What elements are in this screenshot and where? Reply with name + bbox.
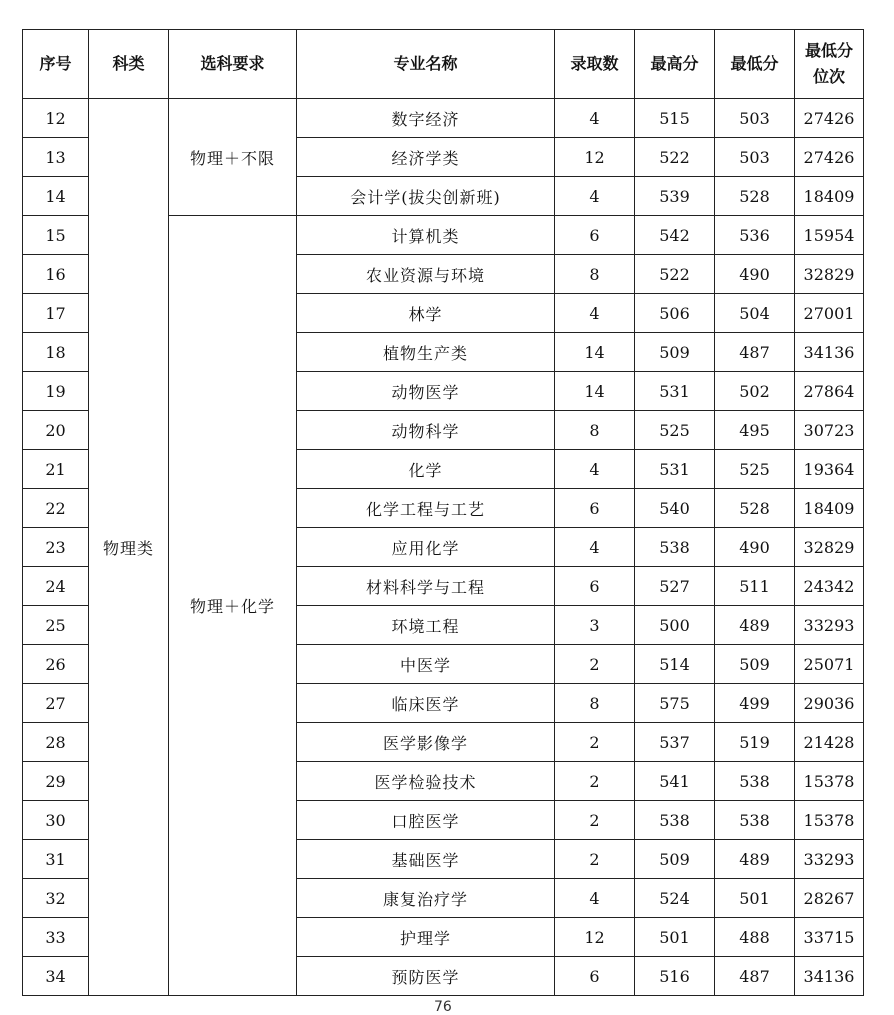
cell-min-score: 528	[715, 489, 795, 528]
cell-admitted-count: 6	[555, 957, 635, 996]
cell-seq: 33	[23, 918, 89, 957]
cell-seq: 31	[23, 840, 89, 879]
cell-min-score: 490	[715, 255, 795, 294]
cell-min-score: 503	[715, 99, 795, 138]
table-row	[23, 99, 864, 138]
cell-category: 物理类	[89, 99, 169, 996]
cell-major-name: 康复治疗学	[297, 879, 555, 918]
cell-max-score: 537	[635, 723, 715, 762]
cell-max-score: 538	[635, 528, 715, 567]
cell-min-score: 511	[715, 567, 795, 606]
cell-min-score-rank: 28267	[795, 879, 864, 918]
cell-admitted-count: 2	[555, 723, 635, 762]
page-number-text: 76	[434, 999, 452, 1015]
cell-admitted-count: 8	[555, 684, 635, 723]
cell-major-name: 植物生产类	[297, 333, 555, 372]
cell-major-name: 动物科学	[297, 411, 555, 450]
cell-major-name: 基础医学	[297, 840, 555, 879]
cell-min-score-rank: 27864	[795, 372, 864, 411]
cell-min-score-rank: 32829	[795, 255, 864, 294]
cell-major-name: 医学检验技术	[297, 762, 555, 801]
cell-max-score: 531	[635, 372, 715, 411]
cell-admitted-count: 8	[555, 411, 635, 450]
cell-min-score-rank: 25071	[795, 645, 864, 684]
cell-min-score: 489	[715, 840, 795, 879]
cell-min-score-rank: 27001	[795, 294, 864, 333]
cell-max-score: 542	[635, 216, 715, 255]
cell-min-score: 490	[715, 528, 795, 567]
cell-major-name: 口腔医学	[297, 801, 555, 840]
cell-min-score: 536	[715, 216, 795, 255]
admission-scores-table	[22, 29, 864, 996]
cell-min-score: 519	[715, 723, 795, 762]
cell-seq: 15	[23, 216, 89, 255]
cell-min-score-rank: 34136	[795, 957, 864, 996]
cell-major-name: 会计学(拔尖创新班)	[297, 177, 555, 216]
cell-min-score: 525	[715, 450, 795, 489]
cell-min-score: 501	[715, 879, 795, 918]
header-subject-requirement: 选科要求	[169, 30, 297, 99]
cell-min-score: 487	[715, 957, 795, 996]
cell-min-score: 528	[715, 177, 795, 216]
cell-max-score: 575	[635, 684, 715, 723]
cell-seq: 13	[23, 138, 89, 177]
cell-min-score-rank: 29036	[795, 684, 864, 723]
cell-admitted-count: 6	[555, 489, 635, 528]
cell-min-score: 487	[715, 333, 795, 372]
cell-admitted-count: 3	[555, 606, 635, 645]
cell-max-score: 509	[635, 840, 715, 879]
cell-seq: 26	[23, 645, 89, 684]
cell-major-name: 经济学类	[297, 138, 555, 177]
header-max-score: 最高分	[635, 30, 715, 99]
cell-seq: 17	[23, 294, 89, 333]
cell-seq: 19	[23, 372, 89, 411]
cell-max-score: 525	[635, 411, 715, 450]
cell-subject-requirement: 物理＋化学	[169, 216, 297, 996]
cell-min-score: 502	[715, 372, 795, 411]
header-row	[23, 30, 864, 99]
cell-max-score: 515	[635, 99, 715, 138]
cell-seq: 32	[23, 879, 89, 918]
cell-admitted-count: 4	[555, 879, 635, 918]
cell-major-name: 预防医学	[297, 957, 555, 996]
cell-seq: 30	[23, 801, 89, 840]
cell-min-score: 538	[715, 762, 795, 801]
cell-major-name: 化学工程与工艺	[297, 489, 555, 528]
cell-min-score: 503	[715, 138, 795, 177]
cell-max-score: 541	[635, 762, 715, 801]
cell-max-score: 522	[635, 255, 715, 294]
cell-min-score-rank: 33293	[795, 606, 864, 645]
cell-admitted-count: 8	[555, 255, 635, 294]
cell-admitted-count: 12	[555, 918, 635, 957]
cell-admitted-count: 12	[555, 138, 635, 177]
cell-min-score-rank: 21428	[795, 723, 864, 762]
cell-seq: 20	[23, 411, 89, 450]
cell-admitted-count: 2	[555, 801, 635, 840]
cell-major-name: 数字经济	[297, 99, 555, 138]
cell-major-name: 林学	[297, 294, 555, 333]
cell-min-score-rank: 32829	[795, 528, 864, 567]
cell-max-score: 527	[635, 567, 715, 606]
cell-admitted-count: 4	[555, 450, 635, 489]
cell-admitted-count: 2	[555, 645, 635, 684]
cell-seq: 34	[23, 957, 89, 996]
cell-max-score: 540	[635, 489, 715, 528]
header-admitted-count: 录取数	[555, 30, 635, 99]
cell-min-score-rank: 33715	[795, 918, 864, 957]
cell-major-name: 化学	[297, 450, 555, 489]
cell-min-score-rank: 19364	[795, 450, 864, 489]
cell-admitted-count: 4	[555, 99, 635, 138]
cell-major-name: 临床医学	[297, 684, 555, 723]
cell-min-score-rank: 15378	[795, 801, 864, 840]
cell-seq: 27	[23, 684, 89, 723]
cell-min-score-rank: 27426	[795, 99, 864, 138]
cell-seq: 14	[23, 177, 89, 216]
cell-admitted-count: 2	[555, 840, 635, 879]
cell-min-score-rank: 15954	[795, 216, 864, 255]
cell-min-score: 499	[715, 684, 795, 723]
cell-min-score-rank: 27426	[795, 138, 864, 177]
page-number	[434, 999, 456, 1015]
cell-max-score: 506	[635, 294, 715, 333]
cell-seq: 24	[23, 567, 89, 606]
cell-max-score: 514	[635, 645, 715, 684]
cell-min-score-rank: 18409	[795, 177, 864, 216]
cell-seq: 16	[23, 255, 89, 294]
cell-admitted-count: 6	[555, 567, 635, 606]
cell-seq: 12	[23, 99, 89, 138]
cell-min-score-rank: 24342	[795, 567, 864, 606]
header-min-score-rank	[795, 30, 864, 99]
cell-min-score-rank: 33293	[795, 840, 864, 879]
cell-min-score-rank: 18409	[795, 489, 864, 528]
cell-major-name: 农业资源与环境	[297, 255, 555, 294]
cell-admitted-count: 4	[555, 528, 635, 567]
header-min-score-rank-line1: 最低分	[804, 41, 853, 60]
header-min-score-rank-line2: 位次	[812, 67, 845, 86]
header-seq: 序号	[23, 30, 89, 99]
cell-seq: 29	[23, 762, 89, 801]
cell-min-score: 504	[715, 294, 795, 333]
cell-seq: 23	[23, 528, 89, 567]
cell-min-score-rank: 15378	[795, 762, 864, 801]
cell-major-name: 动物医学	[297, 372, 555, 411]
cell-admitted-count: 2	[555, 762, 635, 801]
header-category: 科类	[89, 30, 169, 99]
cell-seq: 21	[23, 450, 89, 489]
cell-admitted-count: 14	[555, 372, 635, 411]
cell-admitted-count: 4	[555, 294, 635, 333]
cell-major-name: 护理学	[297, 918, 555, 957]
cell-seq: 25	[23, 606, 89, 645]
cell-major-name: 医学影像学	[297, 723, 555, 762]
cell-max-score: 531	[635, 450, 715, 489]
cell-min-score: 489	[715, 606, 795, 645]
cell-subject-requirement: 物理＋不限	[169, 99, 297, 216]
cell-max-score: 522	[635, 138, 715, 177]
cell-min-score: 495	[715, 411, 795, 450]
cell-major-name: 环境工程	[297, 606, 555, 645]
cell-major-name: 计算机类	[297, 216, 555, 255]
cell-min-score: 509	[715, 645, 795, 684]
cell-min-score: 538	[715, 801, 795, 840]
cell-min-score: 488	[715, 918, 795, 957]
header-major-name: 专业名称	[297, 30, 555, 99]
cell-major-name: 中医学	[297, 645, 555, 684]
cell-min-score-rank: 30723	[795, 411, 864, 450]
cell-seq: 28	[23, 723, 89, 762]
cell-admitted-count: 14	[555, 333, 635, 372]
cell-major-name: 材料科学与工程	[297, 567, 555, 606]
table-body	[23, 99, 864, 996]
cell-major-name: 应用化学	[297, 528, 555, 567]
cell-max-score: 524	[635, 879, 715, 918]
cell-max-score: 509	[635, 333, 715, 372]
cell-max-score: 539	[635, 177, 715, 216]
cell-max-score: 516	[635, 957, 715, 996]
cell-admitted-count: 6	[555, 216, 635, 255]
cell-max-score: 538	[635, 801, 715, 840]
cell-seq: 18	[23, 333, 89, 372]
cell-max-score: 500	[635, 606, 715, 645]
header-min-score: 最低分	[715, 30, 795, 99]
cell-seq: 22	[23, 489, 89, 528]
cell-min-score-rank: 34136	[795, 333, 864, 372]
cell-max-score: 501	[635, 918, 715, 957]
cell-admitted-count: 4	[555, 177, 635, 216]
